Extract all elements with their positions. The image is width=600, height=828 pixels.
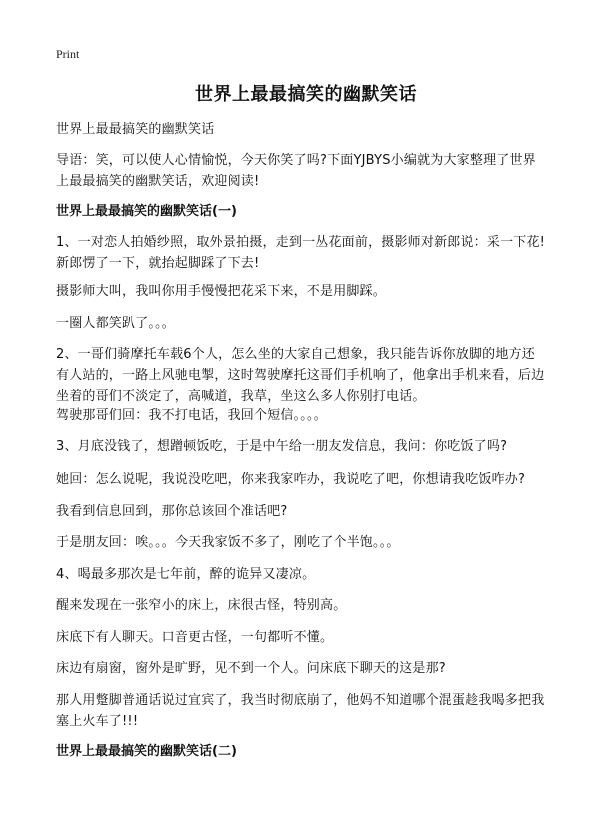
subtitle: 世界上最最搞笑的幽默笑话 xyxy=(56,122,215,137)
paragraph: 醒来发现在一张窄小的床上，床很古怪，特别高。 xyxy=(56,598,347,613)
section-heading-1: 世界上最最搞笑的幽默笑话(一) xyxy=(56,204,237,219)
paragraph: 她回：怎么说呢，我说没吃吧，你来我家咋办，我说吃了吧，你想请我吃饭咋办? xyxy=(56,472,526,487)
paragraph: 床底下有人聊天。口音更古怪，一句都听不懂。 xyxy=(56,630,334,645)
paragraph: 4、喝最多那次是七年前，醉的诡异又凄凉。 xyxy=(56,567,316,582)
paragraph: 2、一哥们骑摩托车载6个人，怎么坐的大家自己想象，我只能告诉你放脚的地方还有人站的，一路上风驰电掣，这时驾驶摩托这哥们手机响了，他拿出手机来看，后边坐着的哥们不淡定了，高喊道，我草，坐这么多人你别打电话。 xyxy=(56,347,545,404)
print-link[interactable]: Print xyxy=(56,47,80,61)
page-title: 世界上最最搞笑的幽默笑话 xyxy=(195,84,417,105)
paragraph: 驾驶那哥们回：我不打电话，我回个短信。。。。 xyxy=(56,408,327,423)
intro-paragraph: 导语：笑，可以使人心情愉悦，今天你笑了吗?下面YJBYS小编就为大家整理了世界上最最搞笑的幽默笑话，欢迎阅读! xyxy=(56,153,536,189)
paragraph: 摄影师大叫，我叫你用手慢慢把花采下来，不是用脚踩。 xyxy=(56,284,387,299)
section-heading-2: 世界上最最搞笑的幽默笑话(二) xyxy=(56,744,237,759)
paragraph: 于是朋友回：唉。。。今天我家饭不多了，刚吃了个半饱。。。 xyxy=(56,535,400,550)
paragraph: 一圈人都笑趴了。。。 xyxy=(56,316,176,331)
paragraph: 床边有扇窗，窗外是旷野，见不到一个人。问床底下聊天的这是那? xyxy=(56,661,446,676)
paragraph: 3、月底没钱了，想蹭顿饭吃，于是中午给一朋友发信息，我问：你吃饭了吗? xyxy=(56,439,508,454)
paragraph: 我看到信息回到，那你总该回个准话吧? xyxy=(56,504,288,519)
paragraph: 1、一对恋人拍婚纱照，取外景拍摄，走到一丛花面前，摄影师对新郎说：采一下花!新郎愣了一下，就抬起脚踩了下去! xyxy=(56,235,546,271)
paragraph: 那人用蹩脚普通话说过宜宾了，我当时彻底崩了，他妈不知道哪个混蛋趁我喝多把我塞上火车了!!! xyxy=(56,693,545,729)
